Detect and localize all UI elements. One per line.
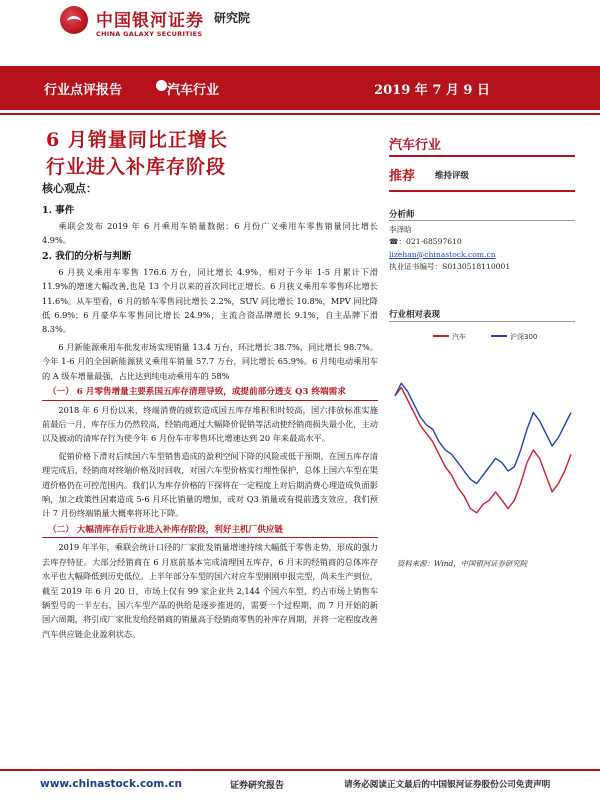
series-line xyxy=(395,387,571,512)
paragraph: 乘联会发布 2019 年 6 月乘用车销量数据：6 月份广义乘用车零售销量同比增长 4.9%。 xyxy=(42,221,378,246)
footer-disclaimer: 请务必阅读正文最后的中国银河证券股份公司免责声明 xyxy=(344,780,551,790)
rating-label: 推荐 xyxy=(389,169,416,184)
subheading-2: （二） 大幅清库存后行业进入补库存阶段，利好主机厂供应链 xyxy=(42,523,378,539)
subheading-1: （一） 6 月零售增量主要系国五库存清理导致，或提前部分透支 Q3 终端需求 xyxy=(42,385,378,401)
sidebar-sector: 汽车行业 xyxy=(389,138,442,153)
performance-heading: 行业相对表现 xyxy=(389,310,441,320)
rating-note: 维持评级 xyxy=(435,171,470,181)
sidebar-rule xyxy=(389,321,575,322)
paragraph: 促销价格下滑对后续国六车型销售造成的盈利空间下降的风险或低于预期，在国五库存清理完成后，经销商对终端价格及时回收，对国六车型价格实行埋性保护，总体上国六车型在渠道价格仍在可控范围内。我们认为库存价格的下探将在一定程度上对后期消费心理造成负面影响，加之政策性因素造成 5-6 月环比销量的增加，或对 Q3 销量或有提前透支效应，我们预计 7 月份终端销量大概率将环比下降。 xyxy=(42,450,378,519)
chart-source: 资料来源：Wind，中国银河证券研究院 xyxy=(397,559,528,568)
galaxy-logo-icon xyxy=(60,6,88,34)
brand-name: 中国银河证券 xyxy=(96,11,204,31)
sidebar-rule xyxy=(389,190,575,192)
footer-report-label: 证券研究报告 xyxy=(230,781,285,791)
header-rule xyxy=(0,113,600,115)
report-title-line1: 6 月销量同比正增长 xyxy=(46,129,228,151)
analyst-cert: 执业证书编号：S0130518110001 xyxy=(389,261,511,271)
legend-label: 沪深300 xyxy=(510,333,538,341)
paragraph: 6 月新能源乘用车批发市场实现销量 13.4 万台，环比增长 38.7%，同比增长 98.7%。今年 1-6 月的全国新能源狭义乘用车销量 57.7 万台，同比增长 65.9%。6 月纯电动乘用车的 A 级车增量最强，占比达到纯电动乘用车的 58% xyxy=(42,341,378,381)
section-heading-analysis: 2. 我们的分析与判断 xyxy=(42,250,132,262)
legend-label: 汽车 xyxy=(452,333,466,341)
paragraph: 2019 年半年，乘联会统计口径的厂家批发销量增速持续大幅低于零售走势，形成的强力去库存特征。大部分经销商在 6 月底前基本完成清理国五库存，6 月末的经销商的总体库存水平也大幅降低到历史低位。上半年部分车型的国六对应车型刚刚申报完型，尚未生产到位，截至 2019 年 6 月 20 日，市场上仅有 99 家企业共 2,144 个国六车型，约占市场上销售车辆型号的一半左右，国六车型产品的供给是逐步推进的，需要一个过程期，而 7 月开始的新国六周期，将引成厂家批发给经销商的销量高于经销商零售的补库存周期，并将一定程度改善汽车供应链企业盈利状态。 xyxy=(42,542,378,639)
footer-website-link[interactable]: www.chinastock.com.cn xyxy=(40,778,183,790)
core-view-label: 核心观点： xyxy=(42,182,97,195)
report-title-line2: 行业进入补库存阶段 xyxy=(46,156,227,178)
brand-name-en: CHINA GALAXY SECURITIES xyxy=(96,30,203,38)
series-line xyxy=(395,383,571,483)
bullet-icon xyxy=(156,80,167,91)
paragraph: 6 月狭义乘用车零售 176.6 万台，同比增长 4.9%，相对于今年 1-5 月累计下滑 11.9%的增速大幅改善,也是 13 个月以来的首次同比正增长。6 月狭义乘用车零售环比增长 11.6%。从车型看，6 月的轿车零售同比增长 2.2%，SUV 同比增长 10.8%，MPV 同比降低 6.9%；6 月豪华车零售同比增长 24.9%，主流合资品牌增长 9.1%，自主品牌下滑 8.3%。 xyxy=(42,266,378,335)
chart-svg xyxy=(389,324,575,556)
analyst-name: 李泽晗 xyxy=(389,225,412,234)
report-header xyxy=(0,0,600,66)
report-type: 行业点评报告 xyxy=(44,83,123,98)
footer-rule xyxy=(0,769,600,771)
section-heading-event: 1. 事件 xyxy=(42,205,75,216)
relative-performance-chart xyxy=(389,324,575,564)
report-date: 2019 年 7 月 9 日 xyxy=(374,83,490,98)
report-sector: 汽车行业 xyxy=(167,83,220,98)
analyst-email-link[interactable]: lizehan@chinastock.com.cn xyxy=(389,249,496,259)
analyst-info xyxy=(389,224,510,273)
institute-label: 研究院 xyxy=(214,11,251,25)
sidebar-rule xyxy=(389,155,575,157)
main-body xyxy=(42,202,378,641)
sidebar-rule xyxy=(389,220,575,221)
analyst-phone: ☎：021-68597610 xyxy=(389,237,462,247)
analyst-heading: 分析师 xyxy=(389,210,415,220)
paragraph: 2018 年 6 月份以来，终端消费的疲软造成国五库存堆积和时较高，国六排放标准实施前最后一月，库存压力仍然较高，经销商通过大幅降价促销等活动使经销商损失最小化，主动以及被动的清库存行为使今年 6 月份车市零售环比增速达到 20 年来最高水平。 xyxy=(42,404,378,444)
